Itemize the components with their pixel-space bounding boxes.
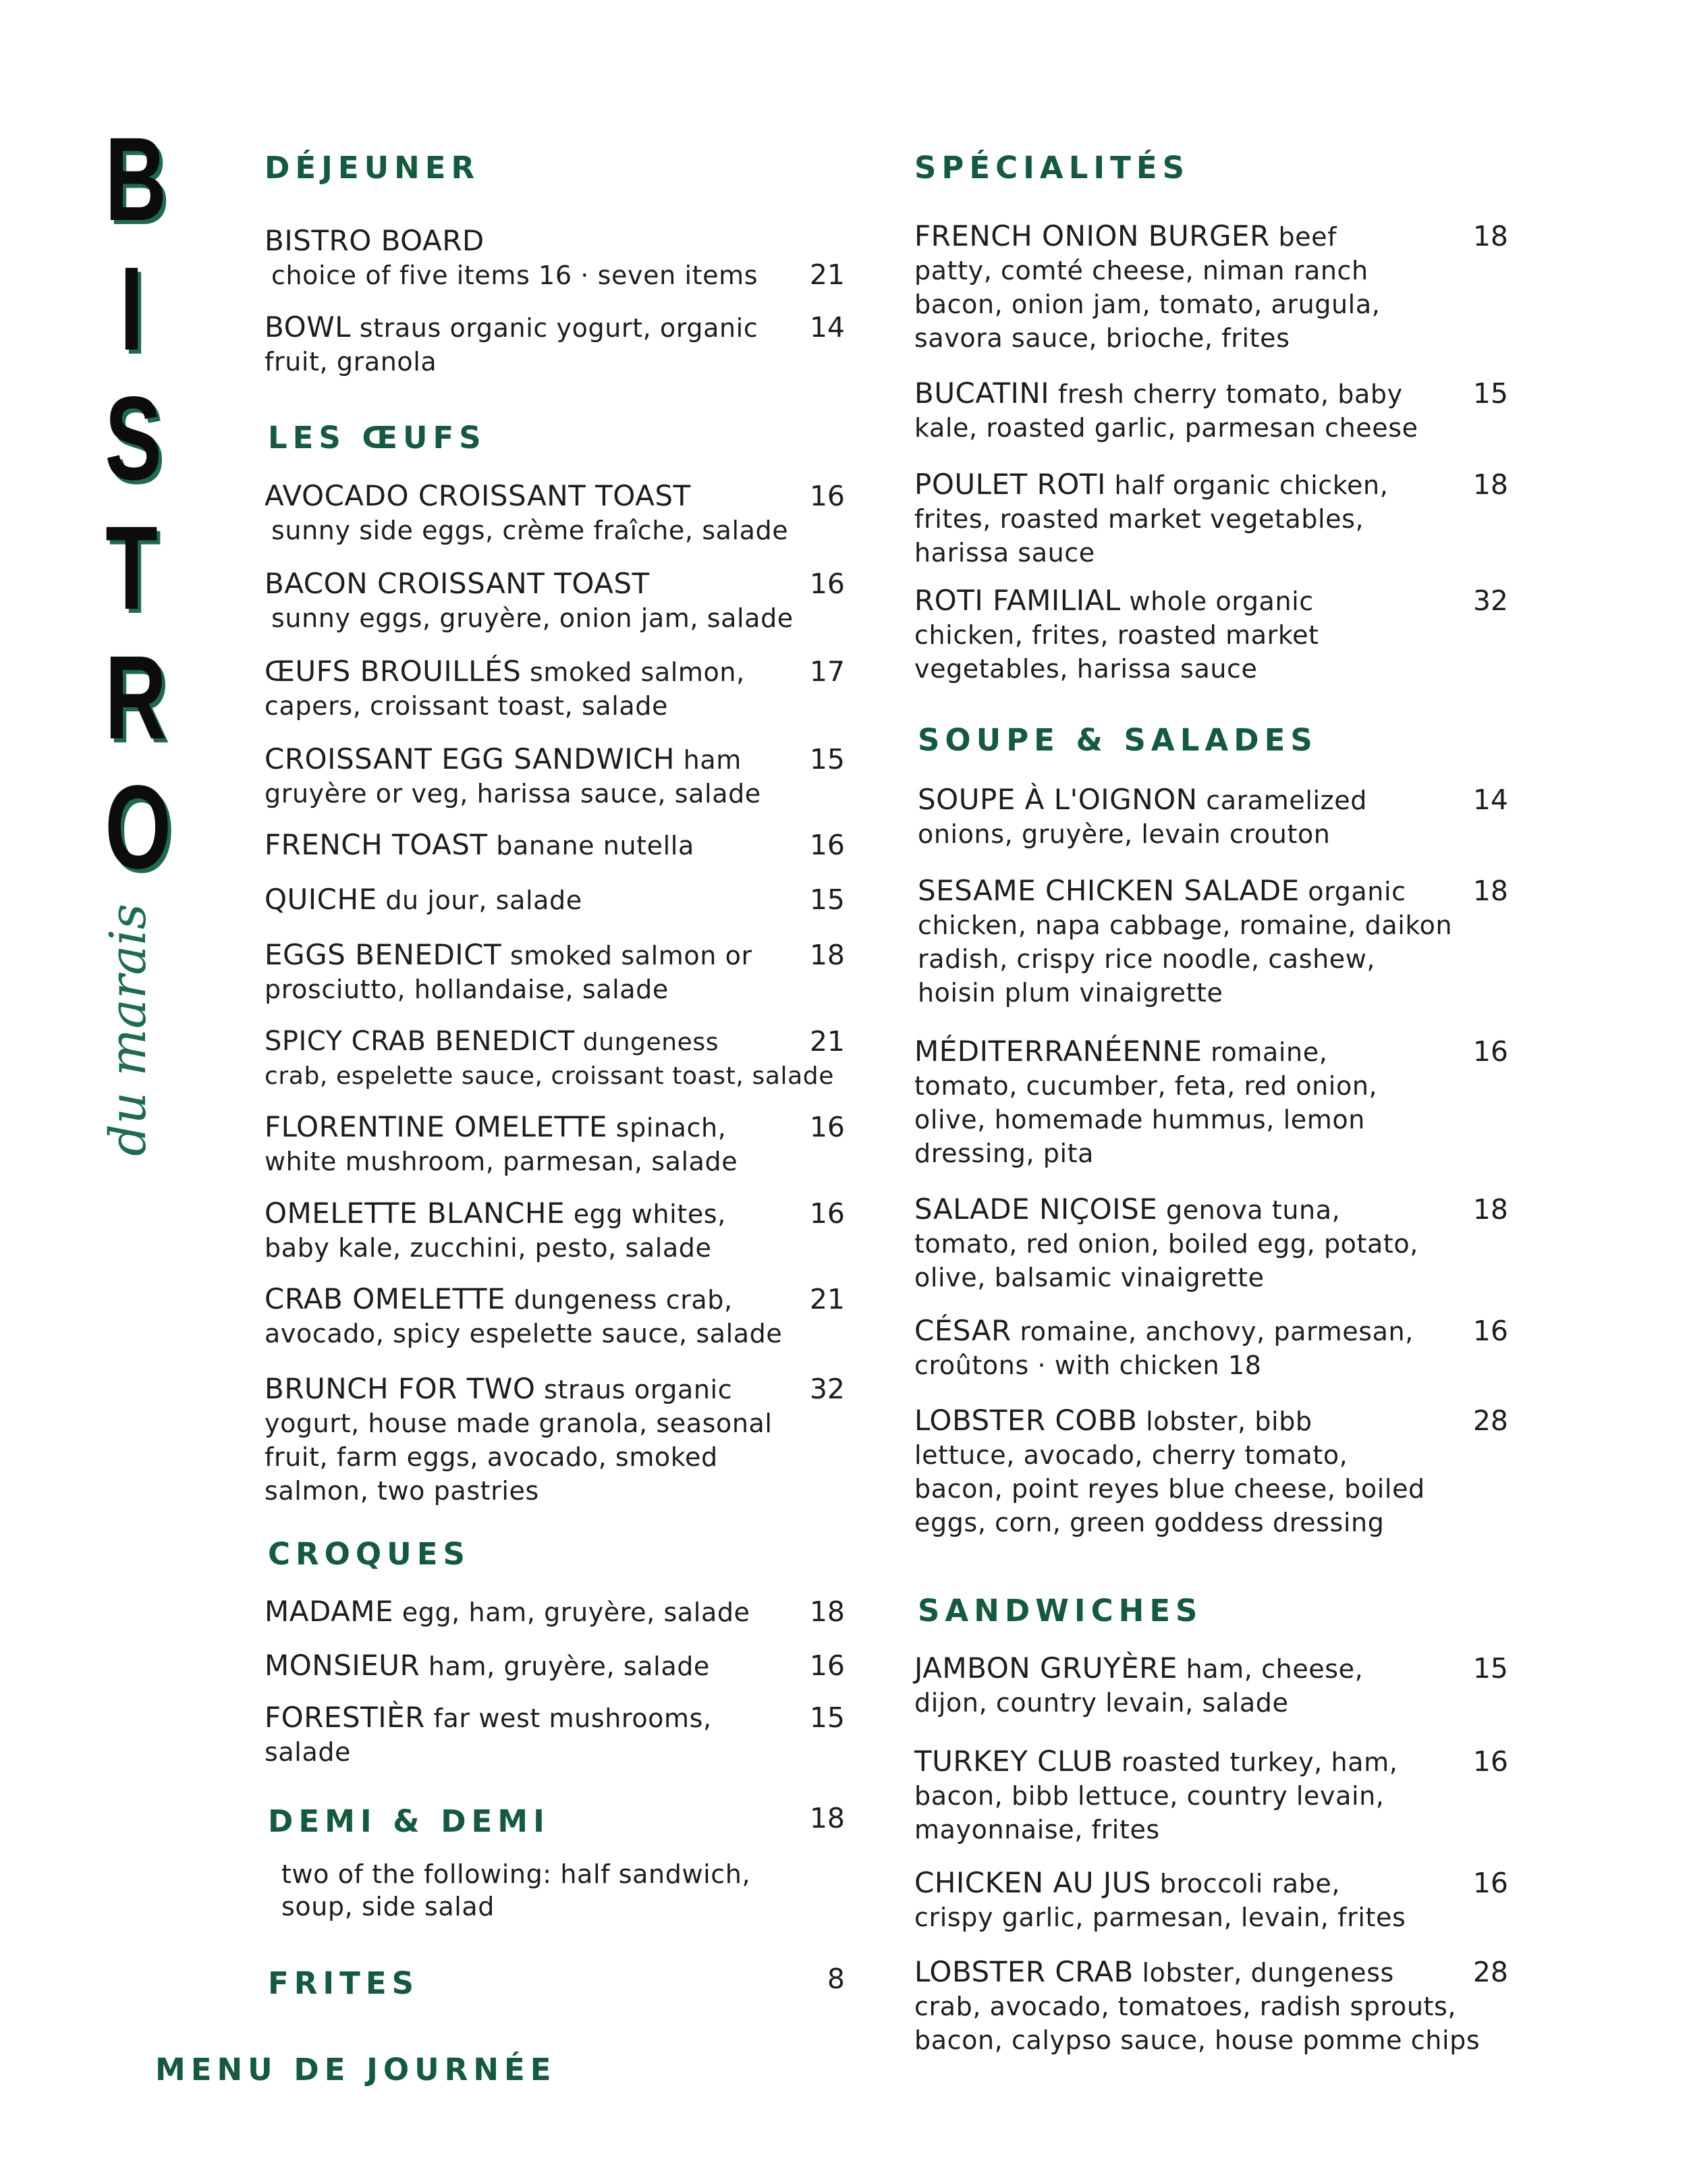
item-price: 16	[1472, 1867, 1508, 1899]
menu-item	[265, 567, 845, 635]
menu-item	[265, 1701, 845, 1769]
item-price: 15	[1472, 377, 1508, 410]
brand-letter: S	[105, 373, 162, 505]
item-name: MONSIEUR	[265, 1649, 420, 1682]
item-description: roasted turkey, ham, bacon, bibb lettuce, country levain, mayonnaise, frites	[914, 1747, 1398, 1845]
item-name: FRENCH ONION BURGER	[914, 219, 1270, 252]
item-description: beef patty, comté cheese, niman ranch bacon, onion jam, tomato, arugula, savora sauce, brioche, frites	[914, 222, 1381, 353]
item-description: broccoli rabe, crispy garlic, parmesan, levain, frites	[914, 1869, 1406, 1932]
item-description: fresh cherry tomato, baby kale, roasted garlic, parmesan cheese	[914, 379, 1418, 443]
item-name: FORESTIÈR	[265, 1701, 425, 1734]
item-name: POULET ROTI	[914, 468, 1106, 501]
item-description: du jour, salade	[385, 885, 582, 915]
menu-item	[918, 783, 1508, 851]
item-price: 21	[809, 1025, 845, 1058]
item-price: 16	[809, 1111, 845, 1143]
item-name: OMELETTE BLANCHE	[265, 1197, 565, 1230]
item-price: 15	[809, 883, 845, 916]
item-price: 28	[1472, 1956, 1508, 1988]
item-description: romaine, anchovy, parmesan, croûtons · with chicken 18	[914, 1317, 1414, 1380]
section-price: 8	[827, 1963, 845, 1995]
item-price: 28	[1472, 1404, 1508, 1437]
menu-item	[914, 1193, 1508, 1294]
section-price: 18	[809, 1802, 845, 1834]
item-description: ham gruyère or veg, harissa sauce, salade	[265, 745, 761, 809]
menu-item	[265, 1025, 845, 1093]
menu-item	[265, 310, 845, 379]
menu-item	[265, 828, 845, 863]
item-price: 18	[1472, 1193, 1508, 1226]
menu-item	[914, 377, 1508, 445]
item-name: CROISSANT EGG SANDWICH	[265, 742, 675, 775]
item-description: romaine, tomato, cucumber, feta, red onion, olive, homemade hummus, lemon dressing, pita	[914, 1037, 1378, 1168]
menu-item	[914, 1404, 1508, 1539]
item-price: 18	[1472, 875, 1508, 907]
brand-letter: R	[105, 632, 167, 764]
item-price: 16	[809, 829, 845, 861]
item-price: 14	[1472, 784, 1508, 816]
section-heading-specialites: SPÉCIALITÉS	[914, 150, 1190, 186]
menu-item	[914, 1866, 1508, 1934]
menu-item	[265, 655, 845, 723]
item-name: SALADE NIÇOISE	[914, 1193, 1158, 1226]
item-price: 14	[809, 311, 845, 344]
item-description: whole organic chicken, frites, roasted market vegetables, harissa sauce	[914, 586, 1319, 684]
demi-demi-note: two of the following: half sandwich, soup, side salad	[281, 1859, 751, 1921]
section-heading-frites: FRITES	[268, 1965, 419, 2001]
section-heading-les-oeufs: LES ŒUFS	[268, 420, 487, 456]
brand-letter: B	[105, 113, 167, 246]
item-description: caramelized onions, gruyère, levain crouton	[918, 786, 1367, 849]
item-price: 15	[809, 1701, 845, 1734]
item-name: LOBSTER COBB	[914, 1404, 1138, 1437]
item-name: LOBSTER CRAB	[914, 1955, 1134, 1988]
item-description: genova tuna, tomato, red onion, boiled egg, potato, olive, balsamic vinaigrette	[914, 1195, 1418, 1292]
item-description: half organic chicken, frites, roasted market vegetables, harissa sauce	[914, 470, 1389, 568]
menu-footer-title: MENU DE JOURNÉE	[155, 2052, 557, 2087]
item-description: dungeness crab, avocado, spicy espelette sauce, salade	[265, 1285, 783, 1348]
item-description: straus organic yogurt, house made granola, seasonal fruit, farm eggs, avocado, smoked salmon, two pastries	[265, 1375, 773, 1506]
section-heading-soupe-salades: SOUPE & SALADES	[918, 722, 1318, 758]
item-description: ham, gruyère, salade	[428, 1651, 710, 1681]
item-description: sunny eggs, gruyère, onion jam, salade	[271, 603, 794, 633]
section-heading-demi-demi: DEMI & DEMI	[268, 1803, 550, 1839]
item-price: 18	[1472, 220, 1508, 252]
menu-item	[914, 1955, 1508, 2057]
item-price: 16	[1472, 1035, 1508, 1068]
item-name: JAMBON GRUYÈRE	[914, 1651, 1178, 1685]
menu-item	[914, 468, 1508, 570]
item-price: 16	[809, 1649, 845, 1682]
item-price: 21	[809, 1283, 845, 1315]
menu-item	[265, 1649, 845, 1683]
item-description: egg, ham, gruyère, salade	[402, 1598, 750, 1627]
item-description: smoked salmon, capers, croissant toast, salade	[265, 657, 745, 721]
item-name: SESAME CHICKEN SALADE	[918, 874, 1300, 907]
item-name: SPICY CRAB BENEDICT	[265, 1026, 575, 1057]
item-name: SOUPE À L'OIGNON	[918, 783, 1198, 816]
item-name: ŒUFS BROUILLÉS	[265, 655, 522, 688]
item-price: 15	[1472, 1652, 1508, 1685]
menu-item	[265, 1282, 845, 1350]
brand-letter: I	[119, 243, 144, 375]
item-description: choice of five items 16 · seven items	[271, 261, 758, 290]
item-price: 16	[809, 480, 845, 512]
brand-subtitle: du marais	[99, 904, 157, 1156]
menu-item	[265, 224, 845, 292]
item-price: 16	[1472, 1315, 1508, 1347]
item-name: FRENCH TOAST	[265, 828, 488, 861]
item-description: organic chicken, napa cabbage, romaine, daikon radish, crispy rice noodle, cashew, hoisin plum vinaigrette	[918, 877, 1453, 1008]
section-heading-croques: CROQUES	[268, 1536, 470, 1572]
item-description: lobster, dungeness crab, avocado, tomatoes, radish sprouts, bacon, calypso sauce, house pomme chips	[914, 1958, 1481, 2055]
item-name: BISTRO BOARD	[265, 224, 485, 257]
item-price: 32	[809, 1373, 845, 1405]
item-name: QUICHE	[265, 883, 377, 916]
menu-item	[914, 584, 1508, 686]
section-heading-dejeuner: DÉJEUNER	[265, 150, 480, 186]
item-price: 16	[809, 1197, 845, 1230]
item-price: 16	[809, 568, 845, 600]
item-description: lobster, bibb lettuce, avocado, cherry tomato, bacon, point reyes blue cheese, boiled eggs, corn, green goddess dressing	[914, 1407, 1425, 1537]
item-price: 18	[1472, 468, 1508, 501]
item-name: CHICKEN AU JUS	[914, 1866, 1152, 1899]
menu-item	[265, 1197, 845, 1265]
item-name: BUCATINI	[914, 377, 1050, 410]
item-price: 17	[809, 655, 845, 688]
menu-item	[914, 1314, 1508, 1382]
item-price: 21	[809, 258, 845, 291]
menu-item	[265, 1372, 845, 1508]
menu-item	[265, 938, 845, 1006]
menu-item	[265, 1595, 845, 1629]
item-price: 18	[809, 939, 845, 971]
menu-item	[914, 1745, 1508, 1847]
menu-item	[914, 1651, 1508, 1720]
item-description: dungeness crab, espelette sauce, croissant toast, salade	[265, 1029, 834, 1090]
menu-item	[265, 883, 845, 917]
menu-item	[914, 219, 1508, 355]
brand-letter: O	[105, 761, 171, 894]
item-name: MÉDITERRANÉENNE	[914, 1035, 1202, 1068]
item-name: ROTI FAMILIAL	[914, 584, 1121, 617]
item-description: straus organic yogurt, organic fruit, granola	[265, 313, 758, 377]
menu-item	[914, 1035, 1508, 1170]
item-description: sunny side eggs, crème fraîche, salade	[271, 516, 789, 545]
item-price: 32	[1472, 584, 1508, 617]
brand-logo	[94, 115, 169, 892]
item-description: ham, cheese, dijon, country levain, salade	[914, 1654, 1364, 1718]
item-description: banane nutella	[496, 831, 694, 861]
item-name: MADAME	[265, 1595, 394, 1628]
menu-item	[265, 742, 845, 811]
item-name: BRUNCH FOR TWO	[265, 1372, 536, 1405]
item-description: egg whites, baby kale, zucchini, pesto, salade	[265, 1199, 726, 1263]
item-name: TURKEY CLUB	[914, 1745, 1113, 1778]
menu-item	[265, 1110, 845, 1178]
brand-letter: T	[105, 502, 158, 634]
item-name: CÉSAR	[914, 1314, 1012, 1347]
item-name: BOWL	[265, 310, 352, 344]
menu-item	[265, 479, 845, 547]
section-heading-sandwiches: SANDWICHES	[918, 1593, 1203, 1629]
item-description: smoked salmon or prosciutto, hollandaise, salade	[265, 941, 752, 1004]
item-name: FLORENTINE OMELETTE	[265, 1110, 607, 1143]
item-price: 18	[809, 1595, 845, 1628]
item-name: EGGS BENEDICT	[265, 938, 502, 971]
item-description: far west mushrooms, salade	[265, 1703, 712, 1767]
menu-item	[918, 874, 1508, 1010]
item-name: BACON CROISSANT TOAST	[265, 567, 650, 600]
item-price: 15	[809, 743, 845, 775]
item-price: 16	[1472, 1745, 1508, 1778]
item-description: spinach, white mushroom, parmesan, salade	[265, 1113, 738, 1176]
item-name: AVOCADO CROISSANT TOAST	[265, 479, 691, 512]
item-name: CRAB OMELETTE	[265, 1282, 506, 1315]
